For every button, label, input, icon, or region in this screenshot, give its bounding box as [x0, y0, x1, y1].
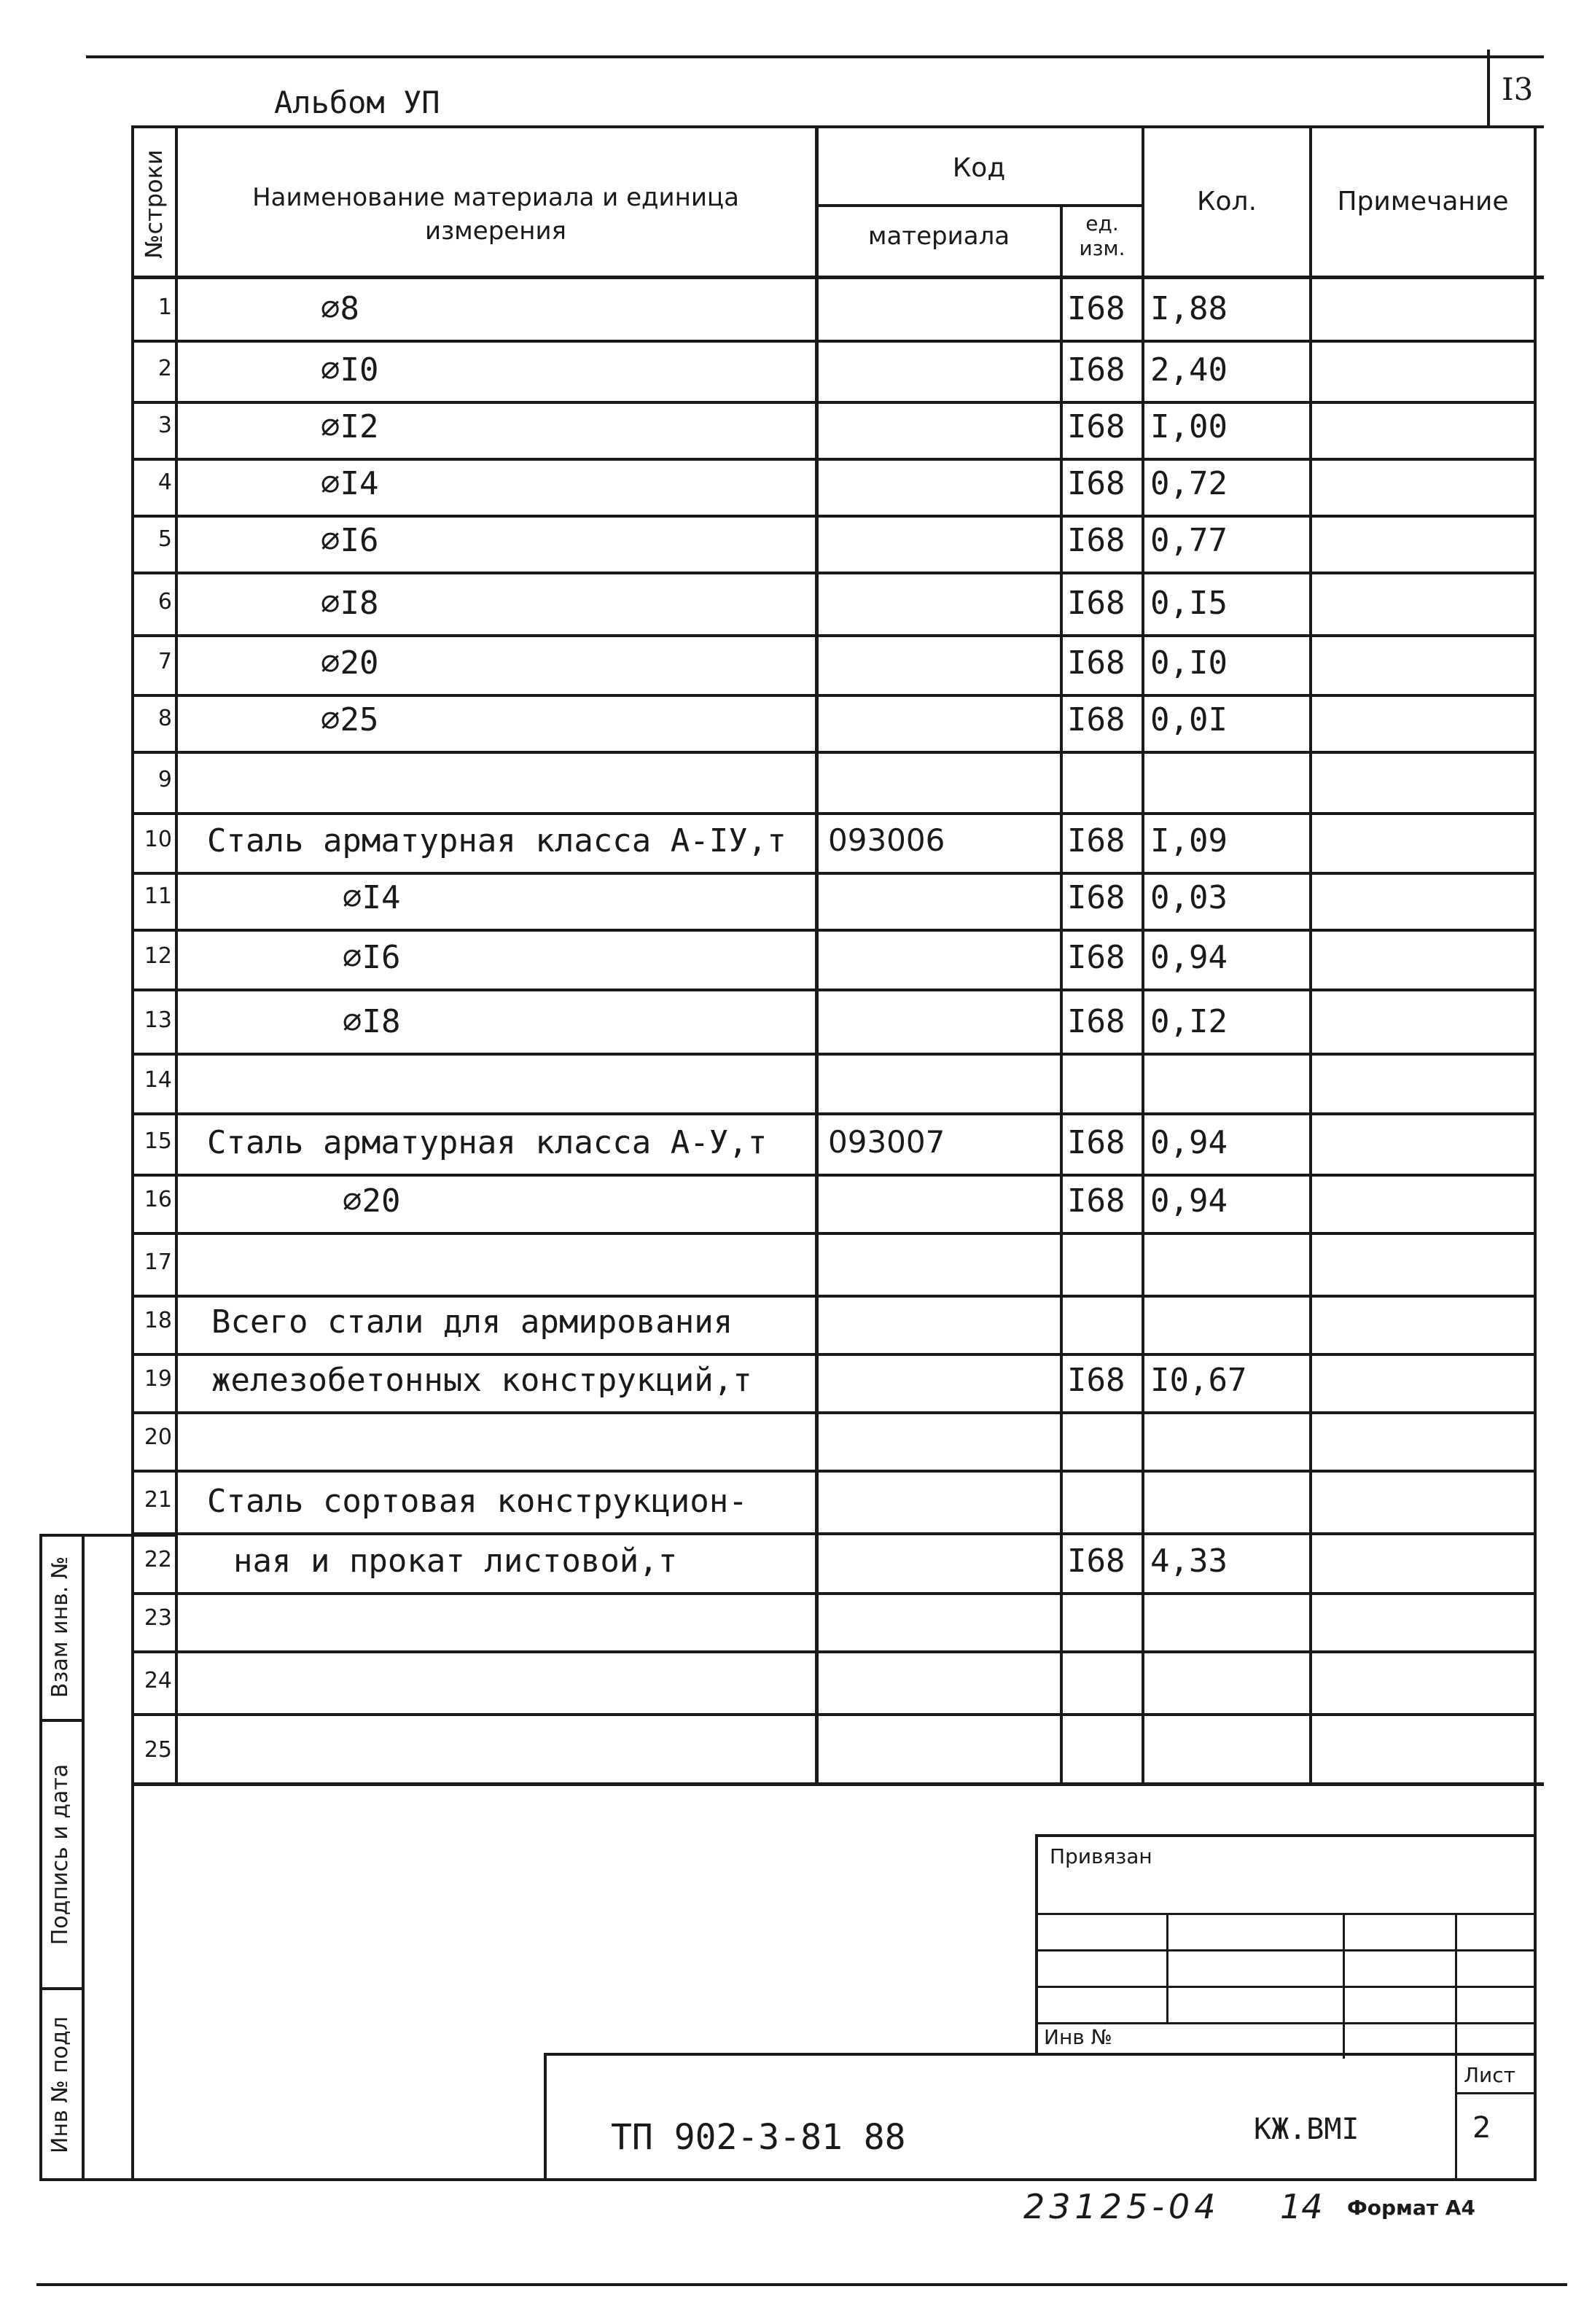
footer-format: Формат А4: [1347, 2196, 1475, 2220]
row-name: ⌀I0: [321, 351, 379, 389]
row-qty: 0,I2: [1150, 1003, 1228, 1040]
stamp-sheet-sep: [1455, 2092, 1537, 2094]
table-row: [0, 1174, 1592, 1232]
table-row: [0, 751, 1592, 812]
table-bottom: [131, 1782, 1544, 1786]
row-number: 20: [144, 1424, 172, 1450]
table-row: [0, 1112, 1592, 1174]
page-number-box-left: [1487, 50, 1490, 128]
table-row: [0, 515, 1592, 572]
row-number: 24: [144, 1668, 172, 1693]
bottom-rule: [36, 2283, 1567, 2286]
stamp-grid-v1: [1166, 1913, 1168, 2022]
row-qty: 4,33: [1150, 1543, 1228, 1580]
row-qty: 0,0I: [1150, 701, 1228, 738]
row-name: ⌀I4: [321, 465, 379, 502]
stamp-grid-h4: [1035, 2022, 1537, 2024]
row-qty: 0,03: [1150, 879, 1228, 916]
page-number: I3: [1502, 71, 1534, 107]
row-unit: I68: [1067, 822, 1125, 859]
row-name: ⌀I2: [321, 408, 379, 445]
table-row: [0, 340, 1592, 401]
row-number: 4: [157, 469, 172, 495]
row-qty: I,00: [1150, 408, 1228, 445]
row-qty: 0,94: [1150, 1124, 1228, 1161]
footer-handwritten: 23125-04: [1023, 2187, 1220, 2226]
table-row: [0, 401, 1592, 458]
row-number: 5: [157, 526, 172, 552]
row-name: ⌀I8: [321, 585, 379, 622]
table-row: [0, 1470, 1592, 1532]
side-strip-outer: [39, 1534, 42, 2181]
stamp-sheet: 2: [1472, 2111, 1491, 2145]
row-qty: I,09: [1150, 822, 1228, 859]
table-row: [0, 694, 1592, 751]
row-unit: I68: [1067, 465, 1125, 502]
row-name: Сталь арматурная класса А-IУ,т: [207, 822, 787, 859]
row-unit: I68: [1067, 701, 1125, 738]
table-row: [0, 1053, 1592, 1112]
header-qty: Кол.: [1196, 187, 1257, 217]
row-unit: I68: [1067, 879, 1125, 916]
row-qty: I0,67: [1150, 1362, 1247, 1399]
row-qty: 0,I5: [1150, 585, 1228, 622]
row-name: Всего стали для армирования: [211, 1303, 733, 1341]
header-code-unit-2: изм.: [1079, 236, 1125, 260]
row-number: 8: [157, 706, 172, 731]
table-row: [0, 1295, 1592, 1353]
row-number: 10: [144, 827, 172, 852]
table-row: [0, 872, 1592, 929]
footer-page: 14: [1280, 2187, 1323, 2226]
row-qty: 0,72: [1150, 465, 1228, 502]
row-name: железобетонных конструкций,т: [211, 1362, 752, 1399]
stamp-grid-h2: [1035, 1949, 1537, 1951]
top-rule: [86, 55, 1544, 58]
stamp-mark: КЖ.ВМI: [1254, 2113, 1359, 2146]
row-name: ⌀I6: [343, 939, 401, 976]
code-subheader-line: [815, 204, 1143, 207]
row-name: ⌀I4: [343, 879, 401, 916]
table-row: [0, 572, 1592, 634]
row-unit: I68: [1067, 522, 1125, 559]
table-top: [131, 125, 1544, 128]
row-number: 13: [144, 1007, 172, 1033]
stamp-main-top: [544, 2053, 1537, 2056]
stamp-sheet-label: Лист: [1464, 2063, 1515, 2087]
side-label-vzam: Взам инв. №: [47, 1556, 73, 1699]
row-name: ⌀20: [343, 1182, 401, 1220]
album-title: Альбом УП: [274, 85, 440, 120]
table-row: [0, 1353, 1592, 1411]
row-name: ⌀25: [321, 701, 379, 738]
side-strip-bottom: [39, 2178, 1537, 2181]
side-label-podpis: Подпись и дата: [47, 1763, 73, 1946]
table-row: [0, 1592, 1592, 1650]
row-unit: I68: [1067, 585, 1125, 622]
header-name: Наименование материала и единица измерения: [252, 183, 739, 246]
table-row: [0, 1713, 1592, 1782]
row-name: ⌀I8: [343, 1003, 401, 1040]
row-number: 15: [144, 1128, 172, 1154]
header-code: Код: [952, 153, 1006, 183]
table-row: [0, 1232, 1592, 1295]
row-unit: I68: [1067, 939, 1125, 976]
stamp-grid-v3: [1455, 1913, 1457, 2178]
row-number: 9: [157, 767, 172, 792]
row-number: 18: [144, 1308, 172, 1333]
side-label-inv-podl: Инв № подл: [47, 2016, 73, 2153]
row-unit: I68: [1067, 1182, 1125, 1220]
row-unit: I68: [1067, 1003, 1125, 1040]
row-qty: 0,77: [1150, 522, 1228, 559]
table-row: [0, 929, 1592, 989]
stamp-grid-h1: [1035, 1913, 1537, 1915]
table-row: [0, 1411, 1592, 1470]
row-number: 11: [144, 884, 172, 909]
stamp-main-left: [544, 2053, 547, 2181]
row-unit: I68: [1067, 644, 1125, 682]
row-name: ⌀8: [321, 290, 359, 327]
row-name: ⌀I6: [321, 522, 379, 559]
row-number: 25: [144, 1737, 172, 1763]
row-number: 3: [157, 413, 172, 438]
row-number: 6: [157, 589, 172, 615]
row-number: 2: [157, 356, 172, 381]
stamp-doc-code: ТП 902-3-81 88: [611, 2117, 906, 2158]
table-row: [0, 812, 1592, 872]
row-unit: I68: [1067, 290, 1125, 327]
table-row: [0, 458, 1592, 515]
row-qty: I,88: [1150, 290, 1228, 327]
row-code: 093006: [828, 822, 945, 858]
row-number: 12: [144, 943, 172, 969]
row-unit: I68: [1067, 1124, 1125, 1161]
row-number: 7: [157, 649, 172, 674]
row-unit: I68: [1067, 351, 1125, 389]
header-note: Примечание: [1337, 187, 1509, 217]
row-qty: 2,40: [1150, 351, 1228, 389]
header-code-material: материала: [867, 222, 1010, 251]
row-number: 17: [144, 1249, 172, 1275]
row-unit: I68: [1067, 1362, 1125, 1399]
stamp-grid-h3: [1035, 1986, 1537, 1988]
row-name: Сталь сортовая конструкцион-: [207, 1483, 748, 1520]
row-name: ⌀20: [321, 644, 379, 682]
row-number: 23: [144, 1605, 172, 1631]
stamp-grid-v2: [1343, 1913, 1345, 2059]
row-unit: I68: [1067, 1543, 1125, 1580]
stamp-privyazan-left: [1035, 1834, 1038, 2053]
table-row: [0, 1532, 1592, 1592]
side-strip-inner: [82, 1534, 85, 2181]
row-qty: 0,I0: [1150, 644, 1228, 682]
table-row: [0, 634, 1592, 694]
row-unit: I68: [1067, 408, 1125, 445]
row-number: 22: [144, 1547, 172, 1572]
row-name: ная и прокат листовой,т: [233, 1543, 678, 1580]
row-name: Сталь арматурная класса А-У,т: [207, 1124, 768, 1161]
row-number: 19: [144, 1366, 172, 1392]
header-row-no: №строки: [140, 149, 168, 259]
header-code-unit-1: ед.: [1085, 211, 1119, 235]
table-row: [0, 1650, 1592, 1713]
row-number: 21: [144, 1487, 172, 1513]
row-number: 14: [144, 1067, 172, 1093]
row-code: 093007: [828, 1124, 945, 1160]
row-number: 16: [144, 1187, 172, 1212]
stamp-privyazan: Привязан: [1050, 1844, 1152, 1868]
row-qty: 0,94: [1150, 1182, 1228, 1220]
row-number: 1: [157, 295, 172, 320]
table-row: [0, 989, 1592, 1053]
stamp-privyazan-top: [1035, 1834, 1537, 1837]
row-qty: 0,94: [1150, 939, 1228, 976]
stamp-inv-no: Инв №: [1044, 2025, 1112, 2049]
table-row: [0, 279, 1592, 340]
